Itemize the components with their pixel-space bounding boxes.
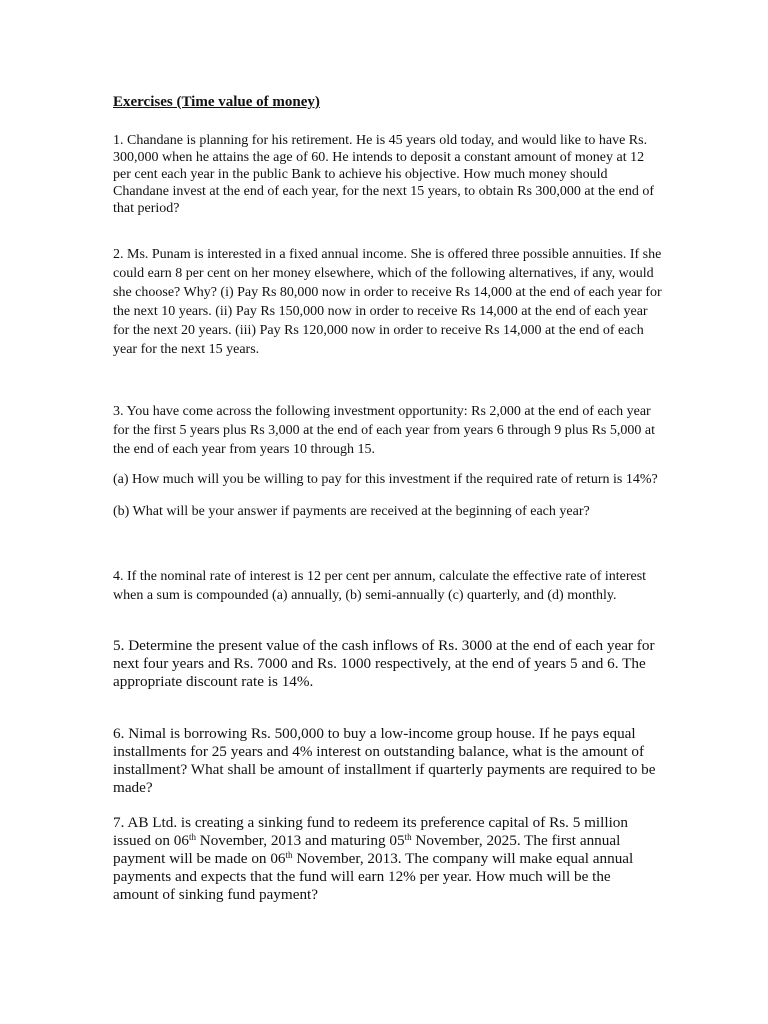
question-3-part-a: (a) How much will you be willing to pay for this investment if the required rate of return is 14%? [113,472,658,487]
question-6 [113,725,658,797]
question-6-line: made? [113,779,153,796]
question-5-line: next four years and Rs. 7000 and Rs. 1000 respectively, at the end of years 5 and 6. The [113,655,646,672]
question-5-line: 5. Determine the present value of the cash inflows of Rs. 3000 at the end of each year for [113,637,655,654]
question-4-line: when a sum is compounded (a) annually, (b) semi-annually (c) quarterly, and (d) monthly. [113,588,617,603]
ordinal-suffix: th [404,832,412,842]
question-6-line: 6. Nimal is borrowing Rs. 500,000 to buy a low-income group house. If he pays equal [113,725,636,742]
ordinal-suffix: th [285,850,293,860]
question-1 [113,132,658,217]
question-3-line: the end of each year from years 10 through 15. [113,442,376,457]
question-1-line: per cent each year in the public Bank to achieve his objective. How much money should [113,167,608,182]
question-7-line: amount of sinking fund payment? [113,886,318,903]
question-3 [113,402,658,459]
question-4-line: 4. If the nominal rate of interest is 12 per cent per annum, calculate the effective rate of interest [113,569,647,584]
question-1-line: Chandane invest at the end of each year, for the next 15 years, to obtain Rs 300,000 at the end of [113,184,654,199]
question-1-line: 300,000 when he attains the age of 60. He intends to deposit a constant amount of money at 12 [113,150,645,165]
question-1-line: that period? [113,201,180,216]
question-2-line: the next 10 years. (ii) Pay Rs 150,000 now in order to receive Rs 14,000 at the end of each year [113,304,648,319]
question-2-line: she choose? Why? (i) Pay Rs 80,000 now in order to receive Rs 14,000 at the end of each year for [113,285,662,300]
ordinal-suffix: th [188,832,196,842]
question-2-line: could earn 8 per cent on her money elsewhere, which of the following alternatives, if any, would [113,266,654,281]
question-5-line: appropriate discount rate is 14%. [113,673,314,690]
q7-text: payment will be made on 06 [113,850,286,867]
question-7 [113,814,658,904]
question-7-line: 7. AB Ltd. is creating a sinking fund to redeem its preference capital of Rs. 5 million [113,814,628,831]
q7-text: November, 2025. The first annual [411,832,621,849]
question-6-line: installment? What shall be amount of installment if quarterly payments are required to be [113,761,656,778]
question-1-line: 1. Chandane is planning for his retirement. He is 45 years old today, and would like to have Rs. [113,133,648,148]
question-2-line: for the next 20 years. (iii) Pay Rs 120,000 now in order to receive Rs 14,000 at the end of each [113,323,644,338]
question-7-line: payments and expects that the fund will earn 12% per year. How much will be the [113,868,611,885]
question-2-line: 2. Ms. Punam is interested in a fixed annual income. She is offered three possible annuities. If she [113,247,662,262]
document-title: Exercises (Time value of money) [113,94,320,110]
question-6-line: installments for 25 years and 4% interest on outstanding balance, what is the amount of [113,743,645,760]
question-3-line: for the first 5 years plus Rs 3,000 at the end of each year from years 6 through 9 plus Rs 5,000 at [113,423,655,438]
question-2-line: year for the next 15 years. [113,342,260,357]
question-3-part-b: (b) What will be your answer if payments are received at the beginning of each year? [113,504,590,519]
question-7-line [113,850,658,868]
question-5 [113,637,658,691]
q7-text: issued on 06 [113,832,189,849]
question-2 [113,245,662,359]
q7-text: November, 2013 and maturing 05 [195,832,405,849]
question-7-line [113,832,658,850]
q7-text: November, 2013. The company will make equal annual [292,850,634,867]
question-4 [113,567,658,605]
question-3-line: 3. You have come across the following investment opportunity: Rs 2,000 at the end of each year [113,404,651,419]
